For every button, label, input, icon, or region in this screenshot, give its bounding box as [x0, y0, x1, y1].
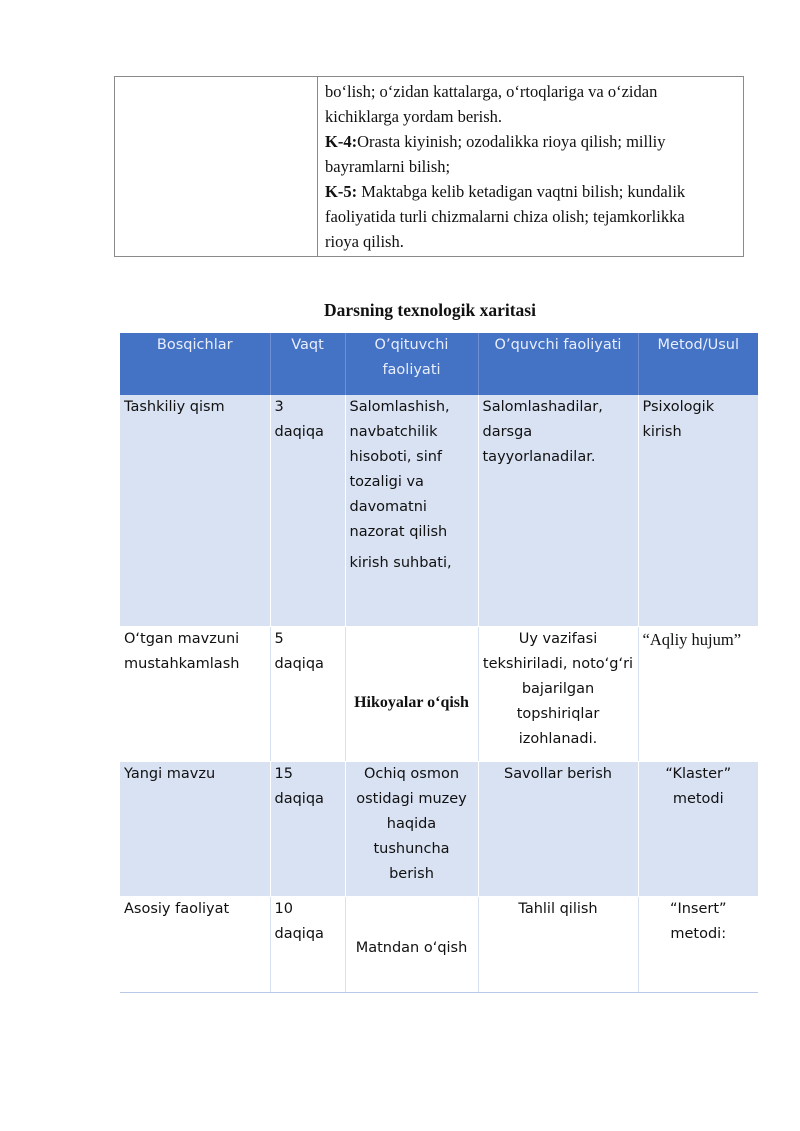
time-number: 15: [274, 765, 293, 782]
table-header-row: [120, 333, 758, 395]
table-row: [120, 626, 758, 761]
lesson-map-table: [120, 333, 758, 993]
teacher-activity-text: kirish suhbati,: [349, 555, 452, 571]
competency-text-cell: [318, 77, 744, 257]
competency-line: bayramlarni bilish;: [325, 157, 451, 176]
time-number: 3: [274, 399, 284, 415]
teacher-activity-cell: Ochiq osmon ostidagi muzey haqida tushuncha berish: [345, 761, 478, 896]
time-cell: [270, 761, 345, 896]
competency-k4: [325, 129, 737, 154]
time-cell: [270, 626, 345, 761]
competency-k5: [325, 179, 737, 204]
stage-cell: Tashkiliy qism: [120, 395, 270, 626]
lesson-map-title: Darsning texnologik xaritasi: [324, 300, 536, 320]
competency-line: kichiklarga yordam berish.: [325, 107, 503, 126]
time-unit: daqiqa: [274, 655, 324, 672]
table-row: [120, 896, 758, 992]
teacher-activity-cell: [345, 395, 478, 626]
time-number: 10: [274, 900, 293, 917]
teacher-activity-text: Salomlashish, navbatchilik hisoboti, sinf tozaligi va davomatni nazorat qilish: [349, 399, 450, 540]
header-method: Metod/Usul: [657, 337, 739, 353]
student-activity-cell: Tahlil qilish: [478, 896, 638, 992]
student-activity-cell: Savollar berish: [478, 761, 638, 896]
student-activity-cell: Salomlashadilar, darsga tayyorlanadilar.: [478, 395, 638, 626]
table-row: [120, 395, 758, 626]
method-cell: “Aqliy hujum”: [638, 626, 758, 761]
stage-cell: Yangi mavzu: [120, 761, 270, 896]
method-cell: “Insert” metodi:: [638, 896, 758, 992]
time-unit: daqiqa: [274, 424, 324, 440]
competency-line: bo‘lish; o‘zidan kattalarga, o‘rtoqlariga va o‘zidan: [325, 82, 658, 101]
header-time: Vaqt: [270, 333, 345, 395]
student-activity-cell: Uy vazifasi tekshiriladi, noto‘g‘ri bajarilgan topshiriqlar izohlanadi.: [478, 626, 638, 761]
time-cell: [270, 896, 345, 992]
header-student-activity: O’quvchi faoliyati: [478, 333, 638, 395]
competency-line: faoliyatida turli chizmalarni chiza olish; tejamkorlikka: [325, 207, 685, 226]
header-stages: Bosqichlar: [120, 333, 270, 395]
table-row: [120, 761, 758, 896]
competency-table: [114, 76, 744, 257]
method-cell: Psixologik kirish: [638, 395, 758, 626]
time-unit: daqiqa: [274, 925, 324, 942]
time-number: 5: [274, 630, 284, 647]
k5-label: K-5:: [325, 182, 358, 201]
time-unit: daqiqa: [274, 790, 324, 807]
stage-cell: O‘tgan mavzuni mustahkamlash: [120, 626, 270, 761]
k5-text: Maktabga kelib ketadigan vaqtni bilish; kundalik: [357, 182, 686, 201]
header-teacher-activity: O’qituvchi faoliyati: [345, 333, 478, 395]
teacher-activity-cell: Matndan o‘qish: [345, 896, 478, 992]
teacher-activity-cell: Hikoyalar o‘qish: [345, 626, 478, 761]
k4-text: Orasta kiyinish; ozodalikka rioya qilish; milliy: [357, 132, 666, 151]
stage-cell: Asosiy faoliyat: [120, 896, 270, 992]
competency-empty-cell: [115, 77, 318, 257]
method-cell: “Klaster” metodi: [638, 761, 758, 896]
time-cell: [270, 395, 345, 626]
k4-label: K-4:: [325, 132, 358, 151]
competency-line: rioya qilish.: [325, 232, 404, 251]
